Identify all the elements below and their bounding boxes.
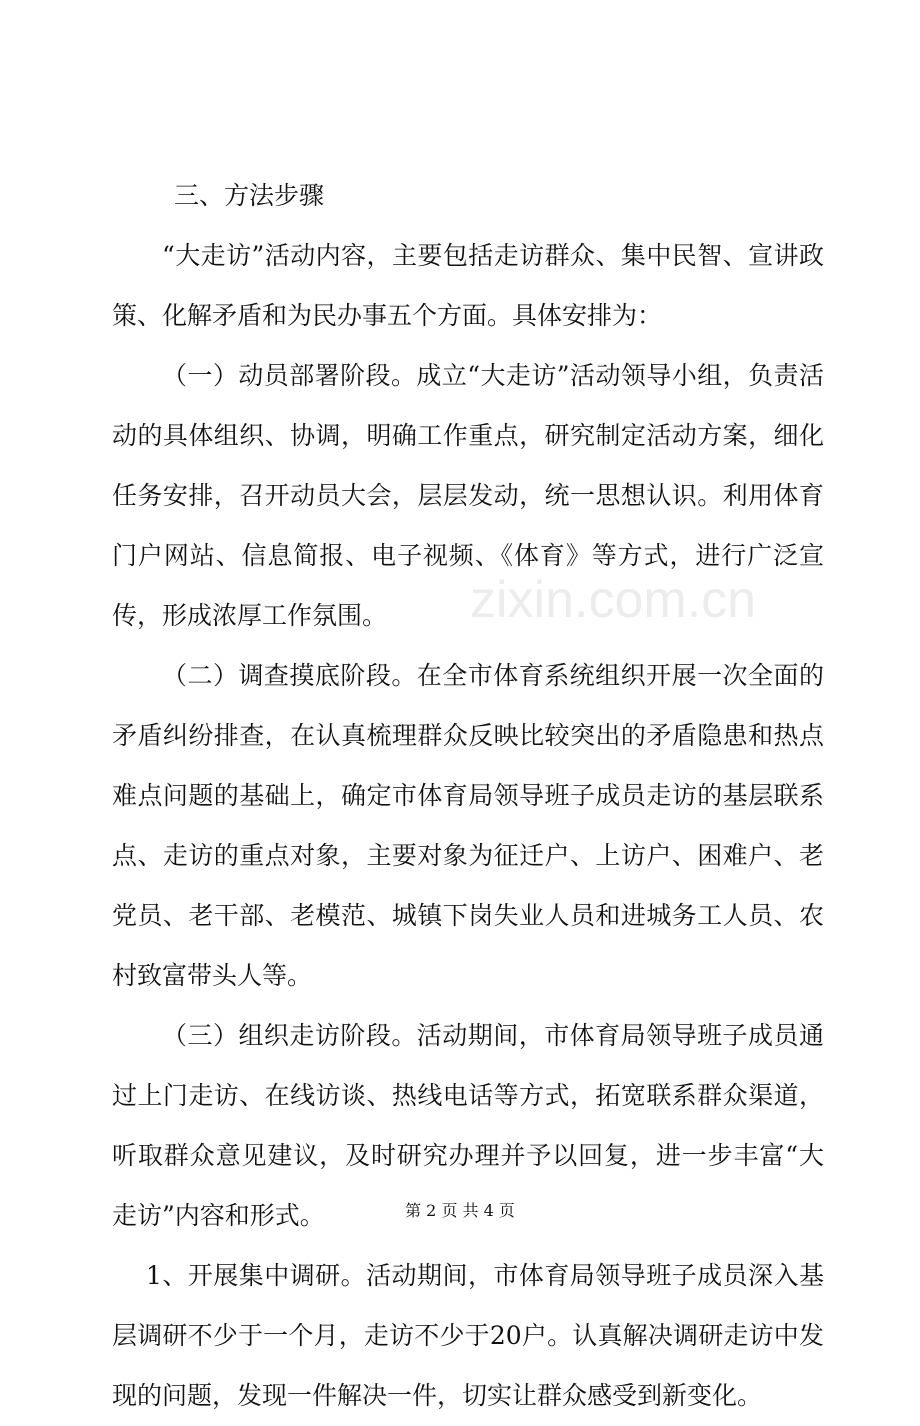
paragraph-stage-2: （二）调查摸底阶段。在全市体育系统组织开展一次全面的矛盾纠纷排查，在认真梳理群众反映比较突出的矛盾隐患和热点难点问题的基础上，确定市体育局领导班子成员走访的基层联系点、走访的重点对象，主要对象为征迁户、上访户、困难户、老党员、老干部、老模范、城镇下岗失业人员和进城务工人员、农村致富带头人等。 bbox=[112, 661, 824, 990]
paragraph-intro: “大走访”活动内容，主要包括走访群众、集中民智、宣讲政策、化解矛盾和为民办事五个方面。具体安排为： bbox=[112, 241, 824, 330]
document-body bbox=[112, 166, 824, 1426]
watermark-logo: zixin.com.cn bbox=[470, 571, 757, 629]
page-footer: 第 2 页 共 4 页 bbox=[405, 1201, 515, 1220]
paragraph-item-1: 1、开展集中调研。活动期间，市体育局领导班子成员深入基层调研不少于一个月，走访不少于20户。认真解决调研走访中发现的问题，发现一件解决一件，切实让群众感受到新变化。 bbox=[112, 1261, 824, 1410]
paragraph-stage-3: （三）组织走访阶段。活动期间，市体育局领导班子成员通过上门走访、在线访谈、热线电话等方式，拓宽联系群众渠道，听取群众意见建议，及时研究办理并予以回复，进一步丰富“大走访”内容和形式。 bbox=[112, 1021, 824, 1230]
paragraph-stage-1: （一）动员部署阶段。成立“大走访”活动领导小组，负责活动的具体组织、协调，明确工作重点，研究制定活动方案，细化任务安排，召开动员大会，层层发动，统一思想认识。利用体育门户网站、信息简报、电子视频、《体育》等方式，进行广泛宣传，形成浓厚工作氛围。 bbox=[112, 361, 824, 630]
section-heading: 三、方法步骤 bbox=[174, 181, 325, 210]
